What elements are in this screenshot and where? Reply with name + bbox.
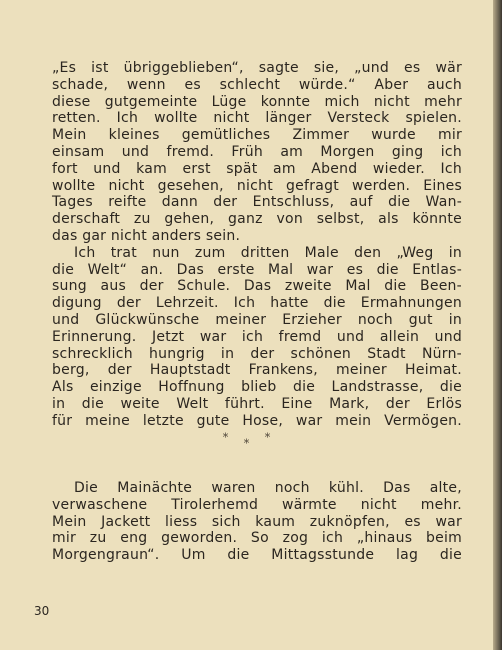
asterisk: *: [243, 437, 250, 450]
text-line: wollte nicht gesehen, nicht gefragt werden. Eines: [52, 177, 462, 194]
page-number: 30: [34, 604, 50, 618]
text-line: die Welt“ an. Das erste Mal war es die Entlas-: [52, 261, 462, 278]
text-line: schade, wenn es schlecht würde.“ Aber auch: [52, 76, 462, 93]
text-line: derschaft zu gehen, ganz von selbst, als könnte: [52, 211, 462, 228]
text-line: berg, der Hauptstadt Frankens, meiner Heimat.: [52, 362, 462, 379]
text-line: mir zu eng geworden. So zog ich „hinaus beim: [52, 530, 462, 547]
asterisk: *: [264, 431, 271, 444]
section-2-text: [52, 480, 462, 564]
paragraph-1: [52, 60, 462, 245]
text-line: Ich trat nun zum dritten Male den „Weg in: [74, 244, 462, 261]
text-line: für meine letzte gute Hose, war mein Vermögen.: [52, 412, 462, 429]
text-line: verwaschene Tirolerhemd wärmte nicht mehr.: [52, 496, 462, 513]
text-line: Mein Jackett liess sich kaum zuknöpfen, es war: [52, 513, 462, 530]
text-line: Die Mainächte waren noch kühl. Das alte,: [74, 480, 462, 496]
text-line: fort und kam erst spät am Abend wieder. Ich: [52, 160, 462, 177]
text-line: Mein kleines gemütliches Zimmer wurde mir: [52, 127, 462, 144]
text-line: digung der Lehrzeit. Ich hatte die Ermahnungen: [52, 295, 462, 312]
text-line: das gar nicht anders sein.: [52, 227, 241, 244]
text-line: diese gutgemeinte Lüge konnte mich nicht mehr: [52, 93, 462, 110]
section-separator: [0, 431, 493, 450]
paragraph-2: [52, 245, 462, 430]
text-line: Erinnerung. Jetzt war ich fremd und allein und: [52, 328, 462, 345]
text-line: „Es ist übriggeblieben“, sagte sie, „und es wär: [52, 60, 462, 76]
main-text: [52, 60, 462, 430]
text-line: und Glückwünsche meiner Erzieher noch gut in: [52, 311, 462, 328]
text-line: Als einzige Hoffnung blieb die Landstrasse, die: [52, 379, 462, 396]
text-line: schrecklich hungrig in der schönen Stadt Nürn-: [52, 345, 462, 362]
text-line: in die weite Welt führt. Eine Mark, der Erlös: [52, 395, 462, 412]
text-line: Tages reifte dann der Entschluss, auf die Wan-: [52, 194, 462, 211]
text-line: retten. Ich wollte nicht länger Versteck spielen.: [52, 110, 462, 127]
asterisk: *: [222, 431, 229, 444]
text-line: sung aus der Schule. Das zweite Mal die Been-: [52, 278, 462, 295]
text-line: Morgengraun“. Um die Mittagsstunde lag die: [52, 547, 462, 564]
page-edge-shadow: [493, 0, 502, 650]
text-line: einsam und fremd. Früh am Morgen ging ich: [52, 143, 462, 160]
